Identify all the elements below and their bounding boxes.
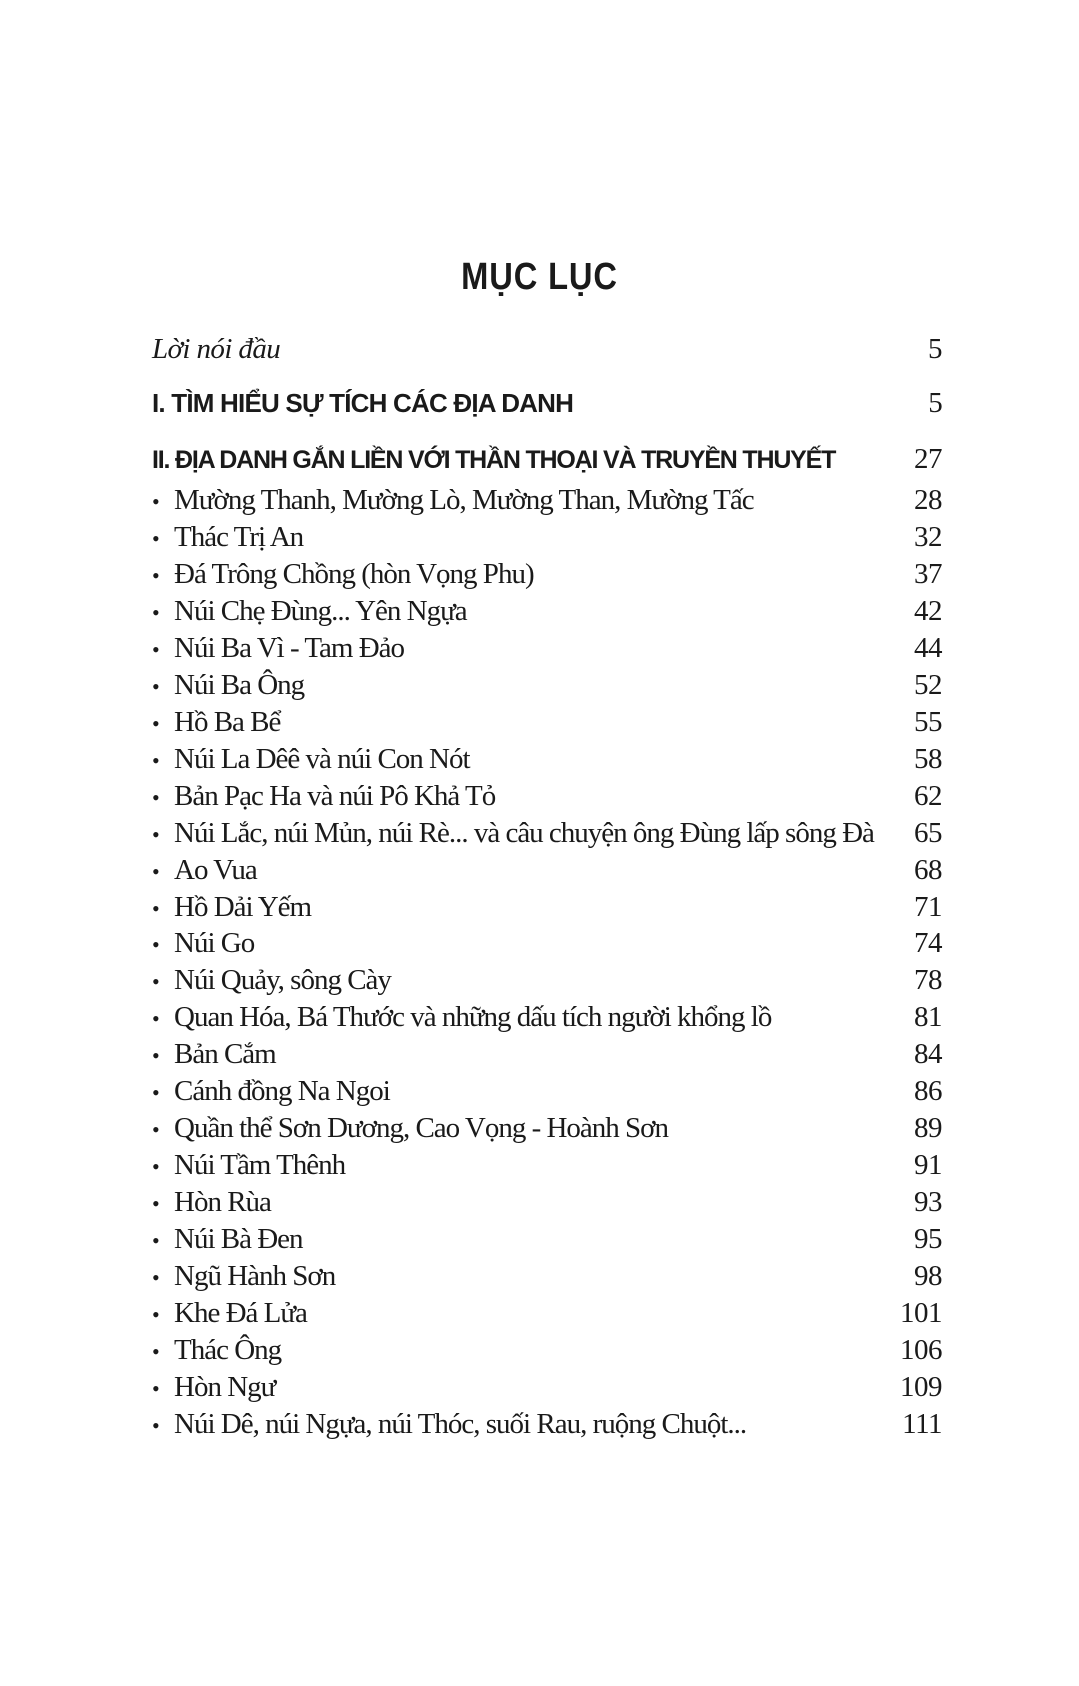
bullet-icon: • (152, 1375, 159, 1401)
toc-row-entry[interactable] (152, 484, 942, 524)
toc-row-entry[interactable] (152, 817, 942, 857)
toc-page-number: 89 (914, 1112, 942, 1145)
toc-page-number: 52 (914, 668, 942, 701)
toc-row-entry[interactable] (152, 891, 942, 931)
toc-entry-text: Khe Đá Lửa (174, 1296, 307, 1329)
toc-entry-label (152, 1112, 668, 1145)
toc-page-number: 65 (914, 816, 942, 849)
bullet-icon: • (152, 1412, 159, 1438)
toc-entry-label (152, 632, 404, 665)
bullet-icon: • (152, 895, 159, 921)
toc-row-intro[interactable] (152, 333, 942, 373)
toc-entry-text: Núi La Dêê và núi Con Nót (174, 742, 470, 775)
toc-row-entry[interactable] (152, 669, 942, 709)
bullet-icon: • (152, 1228, 159, 1253)
toc-page-number: 5 (928, 387, 942, 419)
toc-page-number: 32 (914, 521, 942, 553)
toc-entry-label (152, 558, 534, 591)
toc-page-number: 5 (928, 333, 942, 365)
toc-row-entry[interactable] (152, 964, 942, 1004)
toc-entry-text: Hòn Ngư (174, 1370, 276, 1403)
toc-entry-text: Núi Chẹ Đùng... Yên Ngựa (174, 594, 467, 627)
toc-entry-text: Núi Bà Đen (174, 1223, 303, 1255)
bullet-icon: • (152, 599, 159, 625)
toc-row-entry[interactable] (152, 1260, 942, 1300)
bullet-icon: • (152, 858, 159, 884)
toc-page-number: 71 (914, 890, 942, 923)
toc-row-entry[interactable] (152, 743, 942, 783)
toc-entry-label (152, 484, 754, 517)
toc-page-number: 93 (914, 1186, 942, 1219)
toc-page-number: 62 (914, 779, 942, 812)
toc-entry-label (152, 743, 470, 776)
bullet-icon: • (152, 636, 159, 662)
toc-row-entry[interactable] (152, 595, 942, 635)
toc-page-number: 37 (914, 557, 942, 590)
toc-label: Lời nói đầu (152, 333, 281, 365)
toc-entry-label (152, 1001, 771, 1034)
toc-entry-text: Hòn Rùa (174, 1186, 271, 1219)
toc-entry-text: Bản Pạc Ha và núi Pô Khả Tỏ (174, 779, 496, 812)
bullet-icon: • (152, 932, 159, 958)
toc-entry-text: Đá Trông Chồng (hòn Vọng Phu) (174, 557, 534, 590)
toc-entry-text: Núi Ba Ông (174, 668, 305, 701)
bullet-icon: • (152, 1191, 159, 1217)
toc-entry-text: Ao Vua (174, 853, 257, 886)
toc-row-section-1[interactable] (152, 387, 942, 427)
toc-entry-label (152, 817, 874, 850)
toc-page-number: 44 (914, 631, 942, 664)
toc-row-entry[interactable] (152, 1038, 942, 1078)
toc-entry-text: Núi Lắc, núi Mủn, núi Rè... và câu chuyện ông Đùng lấp sông Đà (174, 816, 874, 849)
toc-entry-text: Thác Trị An (174, 521, 304, 553)
toc-row-section-2[interactable] (152, 443, 942, 483)
toc-entry-label (152, 891, 311, 924)
toc-entry-text: Quan Hóa, Bá Thước và những dấu tích người khổng lồ (174, 1001, 772, 1034)
toc-entry-label (152, 706, 280, 739)
toc-page-number: 81 (914, 1001, 942, 1034)
toc-row-entry[interactable] (152, 1075, 942, 1115)
toc-page-number: 109 (900, 1370, 942, 1403)
bullet-icon: • (152, 673, 159, 699)
toc-row-entry[interactable] (152, 1001, 942, 1041)
toc-section-label: II. ĐỊA DANH GẮN LIỀN VỚI THẦN THOẠI VÀ TRUYỀN THUYẾT (152, 446, 836, 474)
toc-section-label: I. TÌM HIỂU SỰ TÍCH CÁC ĐỊA DANH (152, 388, 574, 418)
bullet-icon: • (152, 1117, 159, 1143)
toc-row-entry[interactable] (152, 1112, 942, 1152)
bullet-icon: • (152, 821, 159, 847)
toc-entry-text: Ngũ Hành Sơn (174, 1260, 336, 1292)
toc-row-entry[interactable] (152, 927, 942, 967)
bullet-icon: • (152, 1301, 159, 1327)
toc-page-number: 98 (914, 1260, 942, 1292)
toc-row-entry[interactable] (152, 1371, 942, 1411)
toc-entry-label (152, 1260, 335, 1293)
toc-row-entry[interactable] (152, 1149, 942, 1189)
toc-entry-label (152, 1334, 281, 1367)
toc-page-number: 68 (914, 853, 942, 886)
toc-entry-text: Thác Ông (174, 1333, 282, 1366)
toc-entry-text: Núi Quảy, sông Cày (174, 964, 391, 997)
toc-page-number: 42 (914, 594, 942, 627)
toc-row-entry[interactable] (152, 854, 942, 894)
toc-entry-label (152, 1038, 276, 1071)
toc-page-number: 58 (914, 742, 942, 775)
toc-row-entry[interactable] (152, 780, 942, 820)
bullet-icon: • (152, 1043, 159, 1069)
toc-page-number: 101 (900, 1296, 942, 1329)
toc-entry-text: Núi Go (174, 927, 255, 960)
toc-page-number: 84 (914, 1038, 942, 1071)
toc-entry-text: Mường Thanh, Mường Lò, Mường Than, Mường Tấc (174, 484, 754, 516)
toc-row-entry[interactable] (152, 1334, 942, 1374)
page-title: MỤC LỤC (461, 256, 618, 298)
bullet-icon: • (152, 784, 159, 810)
toc-entry-label (152, 1186, 271, 1219)
toc-entry-text: Núi Ba Vì - Tam Đảo (174, 631, 405, 664)
toc-entry-text: Quần thể Sơn Dương, Cao Vọng - Hoành Sơn (174, 1112, 669, 1145)
toc-entry-text: Hồ Ba Bể (174, 705, 281, 738)
bullet-icon: • (152, 1006, 159, 1032)
toc-entry-label (152, 1149, 345, 1182)
toc-entry-label (152, 1297, 307, 1330)
bullet-icon: • (152, 1080, 159, 1106)
toc-entry-label (152, 1075, 390, 1108)
toc-entry-label (152, 854, 257, 887)
toc-entry-label (152, 1223, 303, 1256)
bullet-icon: • (152, 969, 159, 995)
toc-entry-text: Núi Tầm Thênh (174, 1149, 346, 1182)
toc-page-number: 111 (902, 1407, 942, 1440)
toc-row-entry[interactable] (152, 521, 942, 561)
toc-page-number: 91 (914, 1149, 942, 1182)
toc-entry-label (152, 1371, 275, 1404)
bullet-icon: • (152, 526, 159, 551)
toc-page-number: 55 (914, 705, 942, 738)
toc-entry-label (152, 521, 303, 554)
toc-row-entry[interactable] (152, 1408, 942, 1448)
toc-row-entry[interactable] (152, 1297, 942, 1337)
toc-row-entry[interactable] (152, 1186, 942, 1226)
toc-entry-label (152, 964, 391, 997)
bullet-icon: • (152, 489, 159, 514)
toc-page-number: 106 (900, 1333, 942, 1366)
toc-entry-label (152, 780, 495, 813)
toc-entry-label (152, 1408, 746, 1441)
toc-entry-label (152, 669, 304, 702)
toc-page-number: 78 (914, 964, 942, 997)
toc-row-entry[interactable] (152, 706, 942, 746)
bullet-icon: • (152, 710, 159, 736)
toc-page-number: 86 (914, 1075, 942, 1108)
bullet-icon: • (152, 1338, 159, 1364)
bullet-icon: • (152, 747, 159, 773)
toc-page-number: 74 (914, 927, 942, 960)
toc-row-entry[interactable] (152, 632, 942, 672)
toc-page-number: 28 (914, 484, 942, 516)
bullet-icon: • (152, 1265, 159, 1290)
toc-entry-label (152, 595, 467, 628)
bullet-icon: • (152, 562, 159, 588)
toc-page-number: 95 (914, 1223, 942, 1255)
toc-entry-text: Núi Dê, núi Ngựa, núi Thóc, suối Rau, ruộng Chuột... (174, 1407, 747, 1440)
toc-row-entry[interactable] (152, 558, 942, 598)
bullet-icon: • (152, 1154, 159, 1180)
toc-page-number: 27 (914, 443, 942, 475)
toc-row-entry[interactable] (152, 1223, 942, 1263)
toc-entry-text: Cánh đồng Na Ngoi (174, 1075, 390, 1108)
toc-entry-text: Hồ Dải Yếm (174, 890, 312, 923)
toc-entry-text: Bản Cắm (174, 1038, 276, 1071)
toc-entry-label (152, 927, 254, 960)
